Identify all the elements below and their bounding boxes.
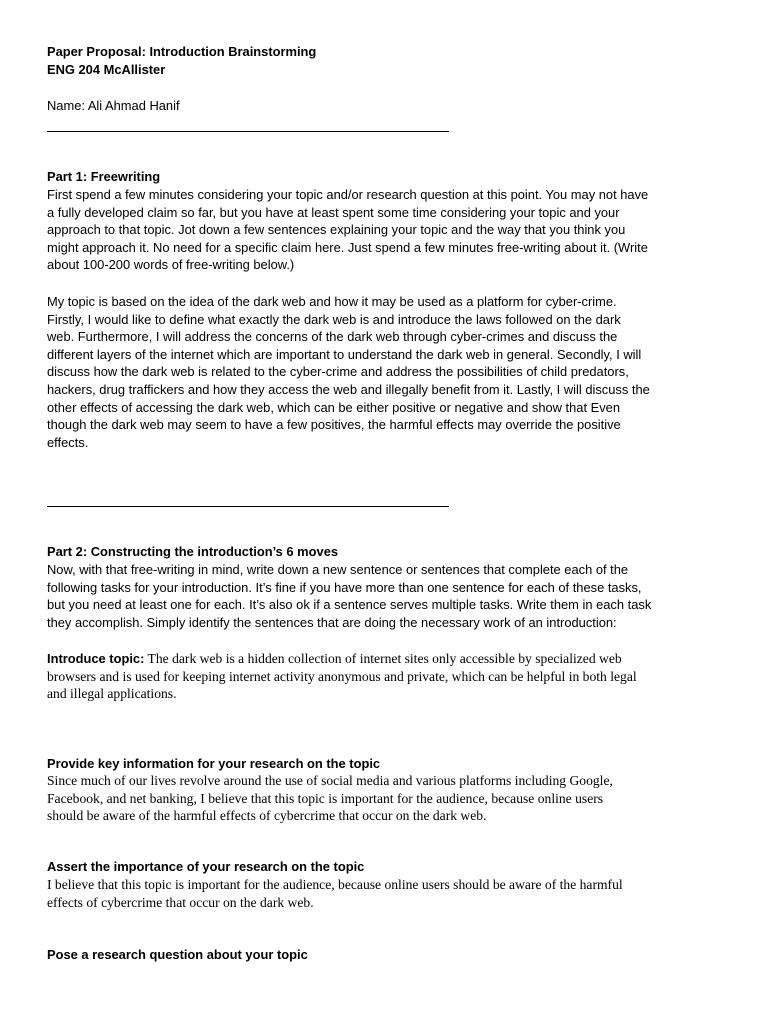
part1-instructions [47,186,747,274]
part2-instructions [47,561,747,631]
course-line: ENG 204 McAllister [47,62,166,77]
part1-heading: Part 1: Freewriting [47,169,161,184]
part2-heading: Part 2: Constructing the introduction’s 6 moves [47,544,339,559]
instruction-line: but you need at least one for each. It’s also ok if a sentence serves multiple tasks. Write them in each task [47,597,652,613]
response-line: web. Furthermore, I will address the concerns of the dark web through cyber-crimes and discuss the [47,329,618,345]
key-info-answer [47,772,747,825]
answer-line: and illegal applications. [47,686,177,702]
instruction-line: about 100-200 words of free-writing below.) [47,257,295,273]
answer-line: I believe that this topic is important for the audience, because online users should be aware of the harmful [47,877,623,892]
instruction-line: Now, with that free-writing in mind, write down a new sentence or sentences that complete each of the [47,562,629,577]
freewriting-response [47,293,747,451]
introduce-topic-answer [47,650,747,703]
answer-line: Since much of our lives revolve around the use of social media and various platforms including Google, [47,773,613,788]
answer-line: The dark web is a hidden collection of internet sites only accessible by specialized web [144,651,622,666]
response-line: My topic is based on the idea of the dark web and how it may be used as a platform for cyber-crime. [47,294,617,309]
student-name: Name: Ali Ahmad Hanif [47,98,180,113]
instruction-line: they accomplish. Simply identify the sentences that are doing the necessary work of an introduction: [47,614,617,630]
answer-line: browsers and is used for keeping internet activity anonymous and private, which can be helpful in both legal [47,668,637,684]
importance-answer [47,876,747,911]
answer-line: Facebook, and net banking, I believe that this topic is important for the audience, because online users [47,790,604,806]
response-line: hackers, drug traffickers and how they access the web and illegally benefit from it. Lastly, I will discuss the [47,381,650,397]
key-info-heading: Provide key information for your research on the topic [47,756,381,771]
introduce-topic-label: Introduce topic: [47,651,145,666]
instruction-line: might approach it. No need for a specific claim here. Just spend a few minutes free-writing about it. (Write [47,239,648,255]
divider-line [47,506,449,507]
response-line: Firstly, I would like to define what exactly the dark web is and introduce the laws followed on the dark [47,311,621,327]
response-line: different layers of the internet which are important to understand the dark web in general. Secondly, I will [47,346,642,362]
answer-line: should be aware of the harmful effects of cybercrime that occur on the dark web. [47,808,487,824]
importance-heading: Assert the importance of your research on the topic [47,859,365,874]
response-line: other effects of accessing the dark web, which can be either positive or negative and show that Even [47,399,621,415]
divider-line [47,131,449,132]
document-title: Paper Proposal: Introduction Brainstorming [47,44,317,59]
response-line: though the dark web may seem to have a few positives, the harmful effects may override the positive [47,417,621,433]
answer-line: effects of cybercrime that occur on the dark web. [47,894,314,910]
instruction-line: following tasks for your introduction. It’s fine if you have more than one sentence for each of these tasks, [47,579,642,595]
instruction-line: a fully developed claim so far, but you have at least spent some time considering your topic and your [47,204,620,220]
instruction-line: First spend a few minutes considering your topic and/or research question at this point. You may not have [47,187,649,202]
instruction-line: approach to that topic. Jot down a few sentences explaining your topic and the way that you think you [47,222,626,238]
research-question-heading: Pose a research question about your topic [47,947,308,962]
response-line: discuss how the dark web is related to the cyber-crime and address the possibilities of child predators, [47,364,629,380]
response-line: effects. [47,434,89,450]
